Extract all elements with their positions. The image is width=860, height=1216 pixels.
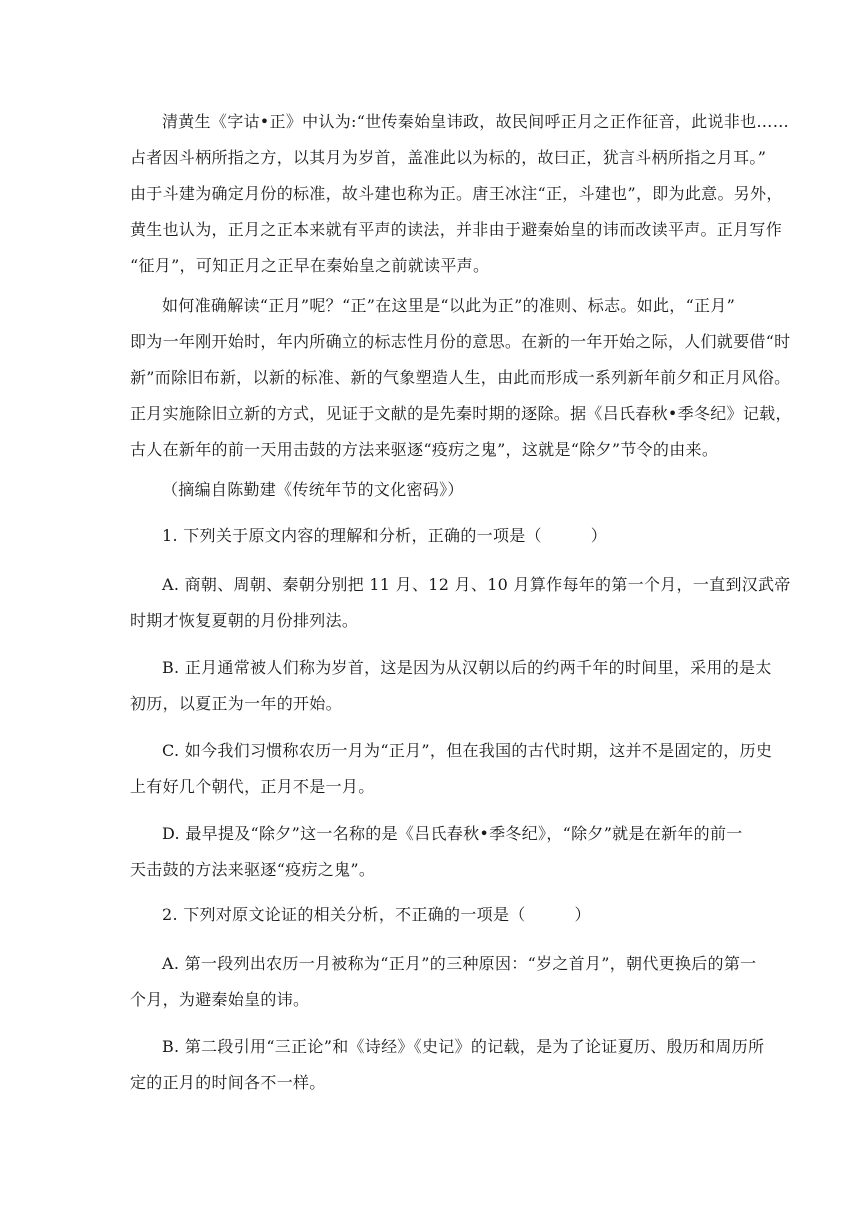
text-line: A. 第一段列出农历一月被称为“正月”的三种原因：“岁之首月”，朝代更换后的第一 <box>162 954 757 973</box>
text-line: 如何准确解读“正月”呢？“正”在这里是“以此为正”的准则、标志。如此，“正月” <box>162 296 736 315</box>
text-line: 黄生也认为，正月之正本来就有平声的读法，并非由于避秦始皇的讳而改读平声。正月写作 <box>130 220 783 239</box>
text-line: B. 第二段引用“三正论”和《诗经》《史记》的记载，是为了论证夏历、殷历和周历所 <box>162 1037 765 1056</box>
text-line: 古人在新年的前一天用击鼓的方法来驱逐“疫疠之鬼”，这就是“除夕”节令的由来。 <box>130 440 719 459</box>
question-stem: 2. 下列对原文论证的相关分析，不正确的一项是（ ） <box>162 905 591 924</box>
text-line: 定的正月的时间各不一样。 <box>130 1073 326 1092</box>
text-line: D. 最早提及“除夕”这一名称的是《吕氏春秋•季冬纪》，“除夕”就是在新年的前一 <box>162 824 743 843</box>
text-line: 时期才恢复夏朝的月份排列法。 <box>130 611 359 630</box>
text-line: 占者因斗柄所指之方，以其月为岁首，盖准此以为标的，故曰正，犹言斗柄所指之月耳。” <box>130 148 767 167</box>
question-stem: 1. 下列关于原文内容的理解和分析，正确的一项是（ ） <box>162 526 608 545</box>
text-line: 清黄生《字诂•正》中认为:“世传秦始皇讳政，故民间呼正月之正作征音，此说非也…… <box>162 112 790 131</box>
text-line: 正月实施除旧立新的方式，见证于文献的是先秦时期的逐除。据《吕氏春秋•季冬纪》记载， <box>130 404 792 423</box>
text-line: C. 如今我们习惯称农历一月为“正月”，但在我国的古代时期，这并不是固定的，历史 <box>162 741 773 760</box>
text-line: B. 正月通常被人们称为岁首，这是因为从汉朝以后的约两千年的时间里，采用的是太 <box>162 658 772 677</box>
text-line: 新”而除旧布新，以新的标准、新的气象塑造人生，由此而形成一系列新年前夕和正月风俗。 <box>130 368 791 387</box>
text-line: 个月，为避秦始皇的讳。 <box>130 990 310 1009</box>
text-line: 天击鼓的方法来驱逐“疫疠之鬼”。 <box>130 860 376 879</box>
text-line: 即为一年刚开始时，年内所确立的标志性月份的意思。在新的一年开始之际，人们就要借“时 <box>130 332 791 351</box>
text-line: “征月”，可知正月之正早在秦始皇之前就读平声。 <box>130 256 490 275</box>
citation-text: （摘编自陈勤建《传统年节的文化密码》） <box>162 480 464 499</box>
text-line: 由于斗建为确定月份的标准，故斗建也称为正。唐王冰注“正，斗建也”，即为此意。另外， <box>130 184 783 203</box>
text-line: 初历，以夏正为一年的开始。 <box>130 694 342 713</box>
text-line: A. 商朝、周朝、秦朝分别把 11 月、12 月、10 月算作每年的第一个月，一直到汉武帝 <box>162 575 791 594</box>
text-line: 上有好几个朝代，正月不是一月。 <box>130 777 375 796</box>
